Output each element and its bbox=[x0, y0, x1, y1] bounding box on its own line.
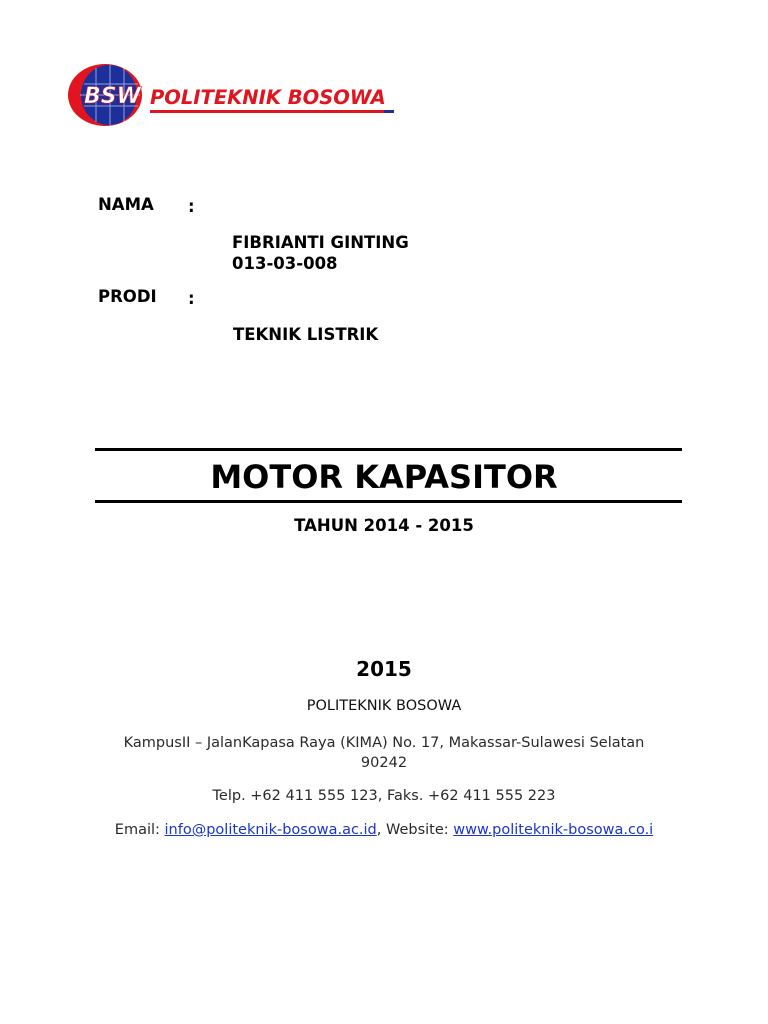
prodi-colon: : bbox=[188, 289, 195, 308]
prodi-value: TEKNIK LISTRIK bbox=[233, 325, 379, 344]
nama-colon: : bbox=[188, 197, 195, 216]
email-prefix: Email: bbox=[114, 822, 165, 838]
website-prefix: , Website: bbox=[376, 822, 454, 838]
website-link[interactable]: www.politeknik-bosowa.co.i bbox=[453, 822, 654, 838]
contact-line bbox=[0, 820, 768, 840]
logo-wordmark: POLITEKNIK BOSOWA bbox=[150, 86, 386, 109]
phone-fax: Telp. +62 411 555 123, Faks. +62 411 555 223 bbox=[212, 788, 556, 804]
institution-name: POLITEKNIK BOSOWA bbox=[306, 698, 462, 714]
academic-year: TAHUN 2014 - 2015 bbox=[294, 516, 474, 535]
address-line-1: KampusII – JalanKapasa Raya (KIMA) No. 17, Makassar-Sulawesi Selatan bbox=[123, 735, 645, 751]
title-top-rule bbox=[95, 448, 682, 451]
nama-label: NAMA bbox=[98, 195, 154, 214]
politeknik-bosowa-logo bbox=[66, 62, 398, 130]
student-id: 013-03-008 bbox=[232, 254, 338, 273]
title-bottom-rule bbox=[95, 500, 682, 503]
student-name: FIBRIANTI GINTING bbox=[232, 233, 409, 252]
email-link[interactable]: info@politeknik-bosowa.ac.id bbox=[164, 822, 377, 838]
address-line-2: 90242 bbox=[360, 755, 408, 771]
document-title: MOTOR KAPASITOR bbox=[210, 458, 558, 496]
bsw-logo-icon bbox=[66, 62, 398, 130]
year: 2015 bbox=[356, 657, 412, 681]
prodi-label: PRODI bbox=[98, 287, 157, 306]
bsw-monogram: BSW bbox=[84, 84, 141, 109]
